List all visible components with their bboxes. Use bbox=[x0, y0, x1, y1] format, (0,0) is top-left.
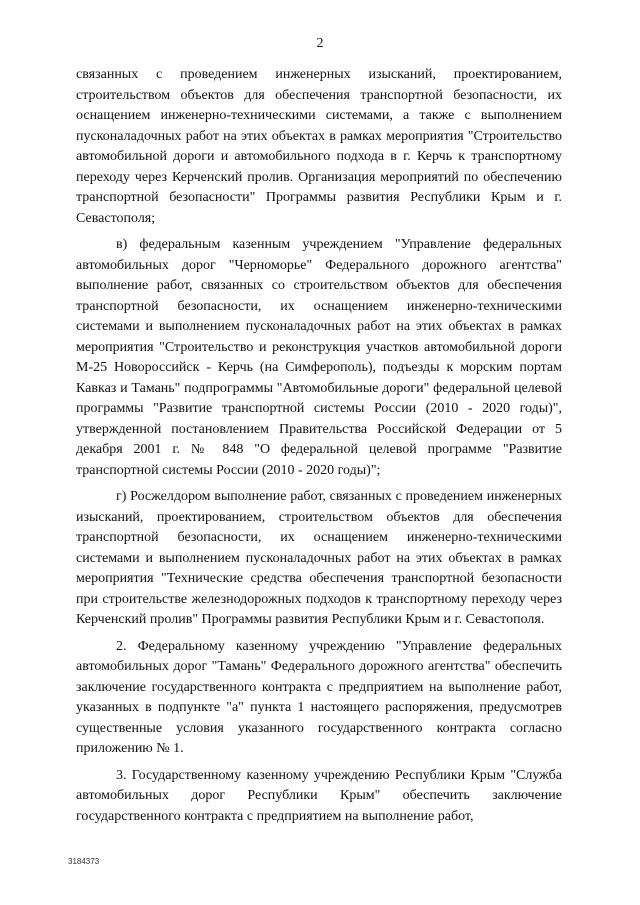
document-code: 3184373 bbox=[68, 857, 100, 866]
paragraph-continuation: связанных с проведением инженерных изысканий, проектированием, строительством объектов для обеспечения транспортной безопасности, их оснащением инженерно-техническими системами, а также с выполнением пусконаладочных работ на этих объектах в рамках мероприятия "Строительство автомобильной дороги и автомобильного подхода в г. Керчь к транспортному переходу через Керченский пролив. Организация мероприятий по обеспечению транспортной безопасности" Программы развития Республики Крым и г. Севастополя; bbox=[76, 67, 562, 226]
page-number: 2 bbox=[316, 36, 324, 51]
paragraph-item-g: г) Росжелдором выполнение работ, связанных с проведением инженерных изысканий, проектированием, строительством объектов для обеспечения транспортной безопасности, их оснащением инженерно-техническими системами и выполнением пусконаладочных работ на этих объектах в рамках мероприятия "Технические средства обеспечения транспортной безопасности при строительстве железнодорожных подходов к транспортному переходу через Керченский пролив" Программы развития Республики Крым и г. Севастополя. bbox=[76, 489, 562, 627]
paragraph-point-3: 3. Государственному казенному учреждению Республики Крым "Служба автомобильных дорог Республики Крым" обеспечить заключение государственного контракта с предприятием на выполнение работ, bbox=[76, 767, 562, 824]
document-body bbox=[76, 65, 562, 827]
paragraph-point-2: 2. Федеральному казенному учреждению "Управление федеральных автомобильных дорог "Тамань" Федерального дорожного агентства" обеспечить заключение государственного контракта с предприятием на выполнение работ, указанных в подпункте "а" пункта 1 настоящего распоряжения, предусмотрев существенные условия указанного государственного контракта согласно приложению № 1. bbox=[76, 638, 562, 756]
paragraph-item-v: в) федеральным казенным учреждением "Управление федеральных автомобильных дорог "Черноморье" Федерального дорожного агентства" выполнение работ, связанных со строительством объектов для обеспечения транспортной безопасности, их оснащением инженерно-техническими системами и выполнением пусконаладочных работ на этих объектах в рамках мероприятия "Строительство и реконструкция участков автомобильной дороги М-25 Новороссийск - Керчь (на Симферополь), подъезды к морским портам Кавказ и Тамань" подпрограммы "Автомобильные дороги" федеральной целевой программы "Развитие транспортной системы России (2010 - 2020 годы)", утвержденной постановлением Правительства Российской Федерации от 5 декабря 2001 г. № 848 "О федеральной целевой программе "Развитие транспортной системы России (2010 - 2020 годы)"; bbox=[76, 237, 562, 478]
